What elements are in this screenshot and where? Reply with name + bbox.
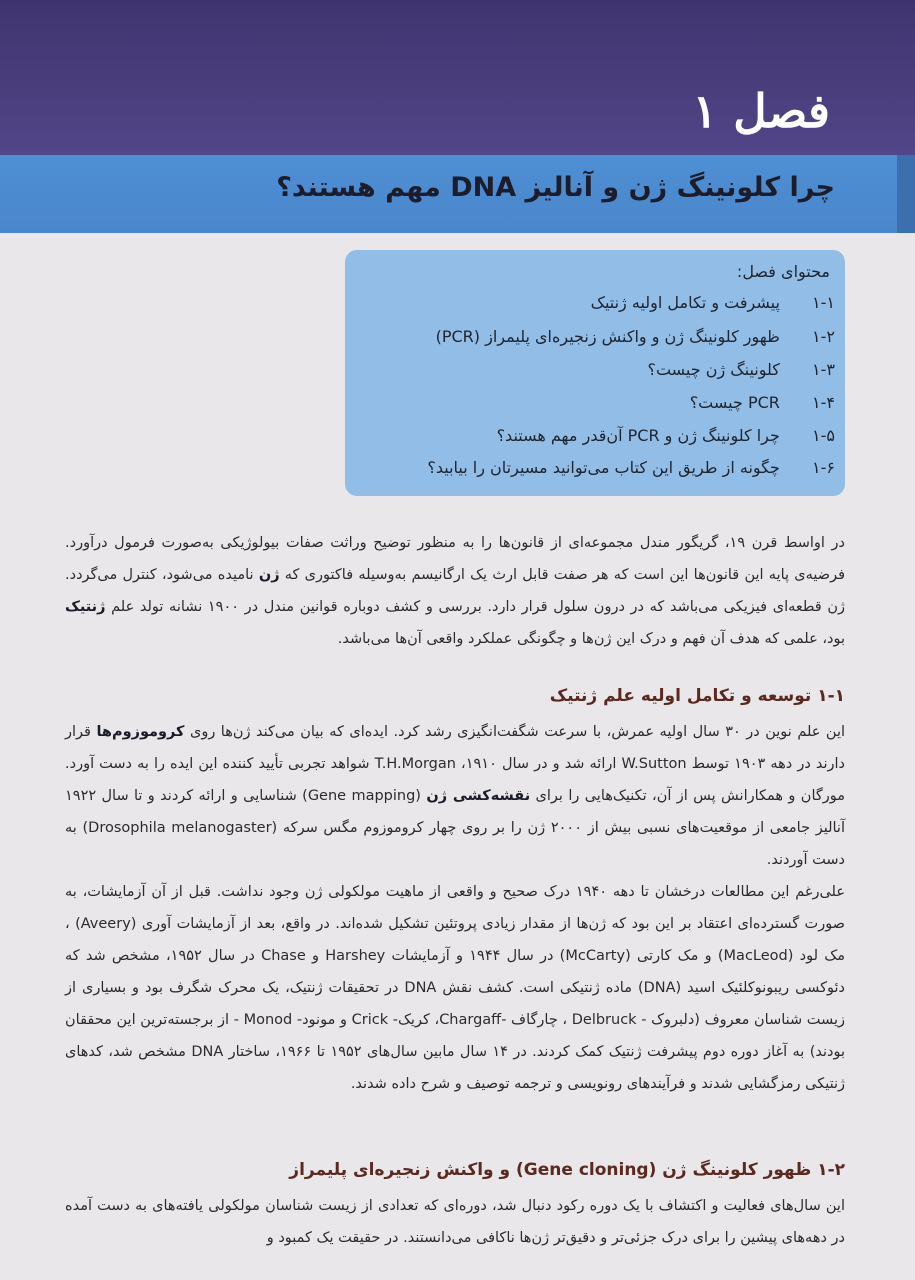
section-heading-1-1: ۱-۱ توسعه و تکامل اولیه علم ژنتیک [549,686,845,706]
toc-item-text: چگونه از طریق این کتاب می‌توانید مسیرتان را بیابید؟ [427,458,780,477]
section-1-2-paragraph-1: این سال‌های فعالیت و اکتشاف با یک دوره رکود دنبال شد، دوره‌ای که تعدادی از زیست شناسان مولکولی یافته‌های به دست آمده در دهه‌های پیشین را برای درک جزئی‌تر و دقیق‌تر ژن‌ها ناکافی می‌دانستند. در حقیقت یک کمبود و [65,1198,845,1246]
term-gene-mapping: نقشه‌کشی ژن [426,788,531,804]
toc-item-text: PCR چیست؟ [689,393,780,412]
toc-item-number: ۱-۲ [812,327,835,346]
toc-item [385,327,835,357]
chapter-label: فصل ۱ [692,84,830,138]
toc-item-number: ۱-۴ [812,393,835,412]
toc-item-number: ۱-۶ [812,458,835,477]
toc-item [385,293,835,323]
term-gene: ژن [258,567,280,583]
section-1-1-text-a: این علم نوین در ۳۰ سال اولیه عمرش، با سرعت شگفت‌انگیزی رشد کرد. ایده‌ای که بیان می‌کند ژن‌ها روی [189,724,846,740]
section-1-1-text-c: (Gene mapping) شناسایی و ارائه کردند و تا سال ۱۹۲۲ آنالیز جامعی از موقعیت‌های نسبی بیش از ۲۰۰۰ ژن را بر روی چهار کروموزوم مگس سرکه (Drosophila melanogaster) به دست آوردند. [65,788,846,868]
intro-text-3: بود، علمی که هدف آن فهم و درک این ژن‌ها و چگونگی عملکرد واقعی آن‌ها می‌باشد. [337,631,845,647]
intro-paragraph [65,527,845,655]
toc-item [385,360,835,390]
toc-item-number: ۱-۱ [812,293,835,312]
section-1-1-paragraph-1 [65,716,845,876]
section-1-1-paragraph-2: علی‌رغم این مطالعات درخشان تا دهه ۱۹۴۰ درک صحیح و واقعی از ماهیت مولکولی ژن وجود نداشت. قبل از آن آزمایشات، به صورت گسترده‌ای اعتقاد بر این بود که ژن‌ها از مقدار زیادی پروتئین تشکیل شده‌اند. در واقع، بعد از آزمایشات آوری (Aveery) ، مک لود (MacLeod) و مک کارتی (McCarty) در سال ۱۹۴۴ و آزمایشات Harshey و Chase در سال ۱۹۵۲، مشخص شد که دئوکسی ریبونوکلئیک اسید (DNA) ماده ژنتیکی است. کشف نقش DNA در تحقیقات ژنتیک، یک محرک شگرف بود و بسیاری از زیست شناسان معروف (دلبروک - Delbruck ، چارگاف -Chargaff، کریک- Crick و مونود- Monod - از برجسته‌ترین این محققان بودند) به آغاز دوره دوم پیشرفت ژنتیک کمک کردند. در ۱۴ سال مابین سال‌های ۱۹۵۲ تا ۱۹۶۶، ساختار DNA مشخص شد، کدهای ژنتیکی رمزگشایی شدند و فرآیندهای رونویسی و ترجمه توصیف و شرح داده شدند. [65,884,846,1092]
chapter-title: چرا کلونینگ ژن و آنالیز DNA مهم هستند؟ [276,172,835,203]
toc-item-text: چرا کلونینگ ژن و PCR آن‌قدر مهم هستند؟ [496,426,780,445]
toc-item-text: ظهور کلونینگ ژن و واکنش زنجیره‌ای پلیمراز (PCR) [435,327,780,346]
contents-heading: محتوای فصل: [736,262,830,281]
toc-item-text: کلونینگ ژن چیست؟ [647,360,780,379]
term-genetics: ژنتیک [65,599,106,615]
title-band-tab [897,155,915,233]
toc-item [385,393,835,423]
toc-item-text: پیشرفت و تکامل اولیه ژنتیک [590,293,780,312]
toc-item [385,458,835,488]
toc-item-number: ۱-۳ [812,360,835,379]
intro-text-2: نامیده می‌شود، کنترل می‌گردد. ژن قطعه‌ای فیزیکی می‌باشد که در درون سلول قرار دارد. بررسی و کشف دوباره قوانین مندل در ۱۹۰۰ نشانه تولد علم [65,567,845,615]
toc-item-number: ۱-۵ [812,426,835,445]
section-heading-1-2: ۱-۲ ظهور کلونینگ ژن (Gene cloning) و واکنش زنجیره‌ای پلیمراز [289,1160,845,1180]
section-1-1-text-b: قرار دارند در دهه ۱۹۰۳ توسط W.Sutton ارائه شد و در سال ۱۹۱۰، T.H.Morgan شواهد تجربی تأیید کننده این ایده را به دست آورد. مورگان و همکارانش پس از آن، تکنیک‌هایی را برای [65,724,846,804]
toc-item [385,426,835,456]
intro-text-1: در اواسط قرن ۱۹، گریگور مندل مجموعه‌ای از قانون‌ها را به منظور توضیح وراثت صفات بیولوژیکی به‌صورت فرمول درآورد. فرضیه‌ی پایه این قانون‌ها این است که هر صفت قابل ارث یک ارگانیسم به‌وسیله فاکتوری که [65,535,846,583]
term-chromosomes: کروموزوم‌ها [96,724,185,740]
